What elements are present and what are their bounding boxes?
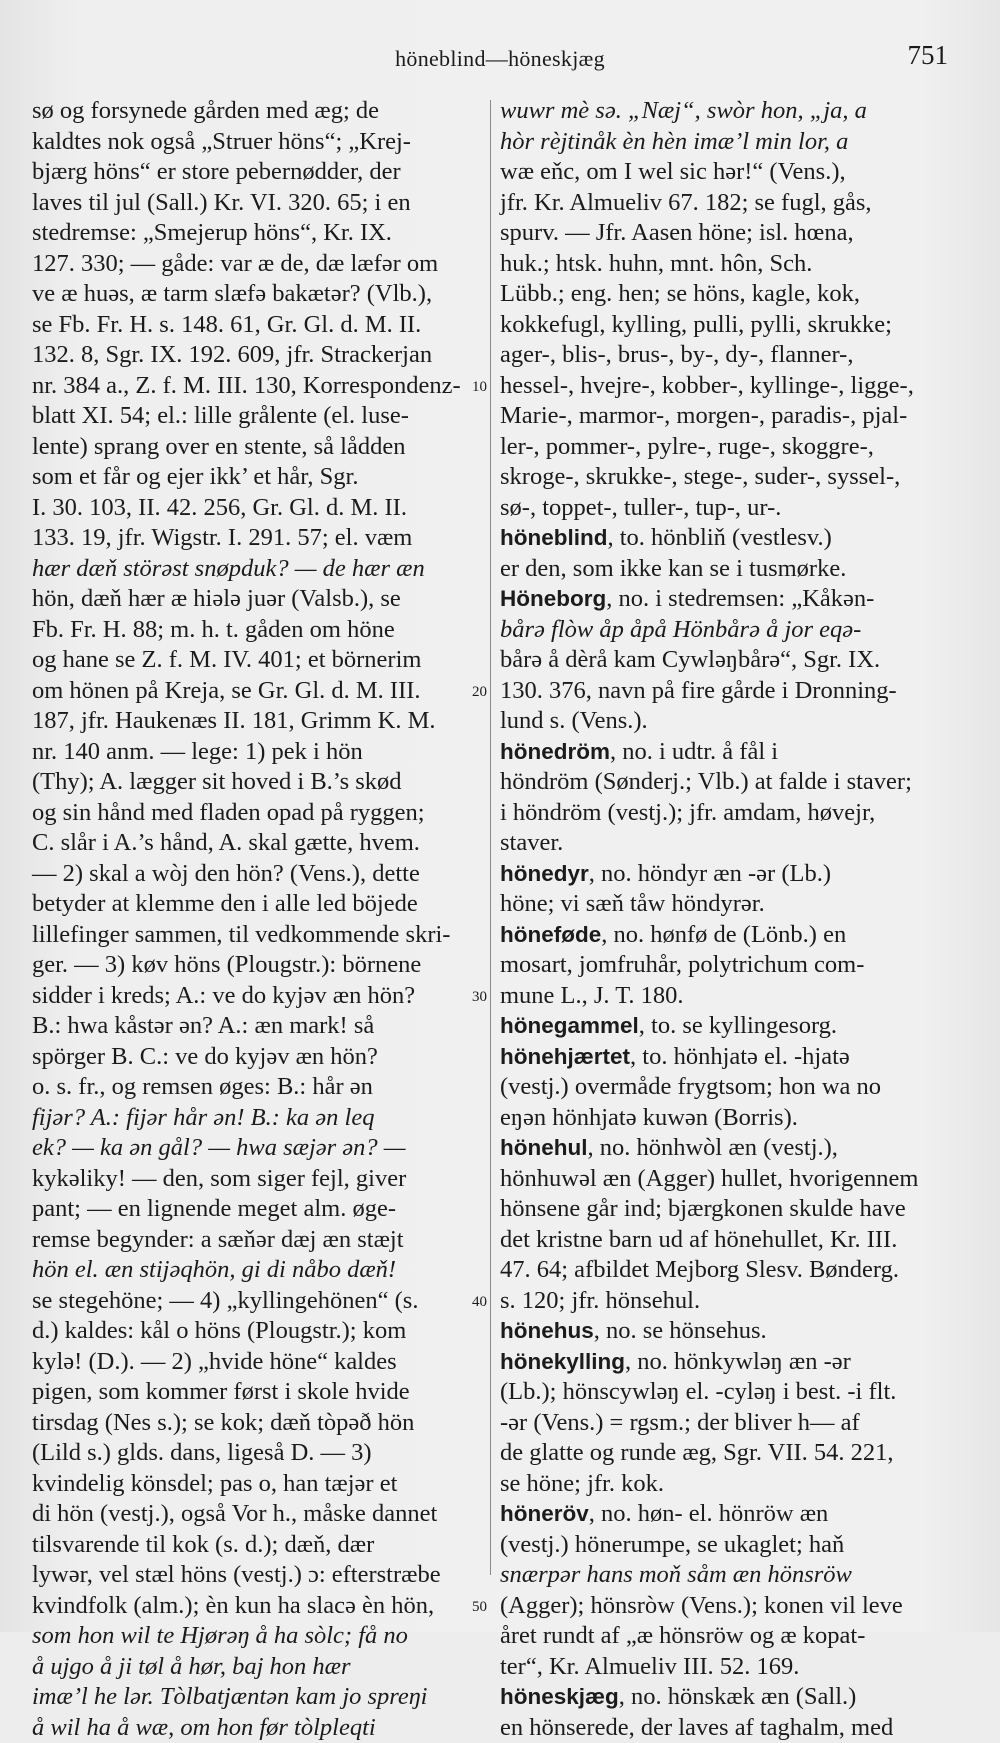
- line-text: ger. — 3) køv höns (Plougstr.): börnene: [32, 951, 421, 978]
- line-text: kvindelig könsdel; pas o, han tæjər et: [32, 1470, 397, 1497]
- text-line: [32, 1194, 477, 1225]
- text-line: [32, 1682, 477, 1713]
- text-line: [500, 798, 930, 829]
- entry-headword: höneføde: [500, 922, 601, 947]
- text-line: [32, 1408, 477, 1439]
- line-text: å wil ha å wæ, om hon før tòlpleqti: [32, 1714, 376, 1741]
- text-line: [32, 157, 477, 188]
- text-line: [32, 188, 477, 219]
- text-line: [500, 950, 930, 981]
- text-line: [500, 1194, 930, 1225]
- line-text: bårə å dèrå kam Cywləŋbårə“, Sgr. IX.: [500, 646, 880, 673]
- line-text: året rundt af „æ hönsröw og æ kopat-: [500, 1622, 865, 1649]
- text-line: [500, 310, 930, 341]
- line-text: , no. se hönsehus.: [594, 1317, 767, 1344]
- text-line: [32, 1377, 477, 1408]
- column-divider: [490, 100, 491, 1575]
- line-text: spörger B. C.: ve do kyjəv æn hön?: [32, 1043, 378, 1070]
- text-line: [500, 1072, 930, 1103]
- entry-headword: hönedröm: [500, 739, 610, 764]
- line-number-marker: 40: [472, 1294, 487, 1311]
- line-text: wæ eňc, om I wel sic hər!“ (Vens.),: [500, 158, 846, 185]
- text-line: [500, 920, 930, 951]
- text-line: [32, 1560, 477, 1591]
- line-text: sø og forsynede gården med æg; de: [32, 97, 379, 124]
- text-line: [500, 1286, 930, 1317]
- line-text: B.: hwa kåstər ən? A.: æn mark! så: [32, 1012, 374, 1039]
- text-line: [500, 157, 930, 188]
- line-text: snærpər hans moň såm æn hönsröw: [500, 1561, 852, 1588]
- text-line: [32, 645, 477, 676]
- text-line: [32, 889, 477, 920]
- line-text: , to. se kyllingesorg.: [639, 1012, 837, 1039]
- text-line: [32, 127, 477, 158]
- line-text: di hön (vestj.), også Vor h., måske dannet: [32, 1500, 437, 1527]
- line-text: imæ’l he lər. Tòlbatjæntən kam jo spreŋi: [32, 1683, 427, 1710]
- line-text: tilsvarende til kok (s. d.); dæň, dær: [32, 1531, 374, 1558]
- text-line: [500, 1347, 930, 1378]
- line-text: hönhuwəl æn (Agger) hullet, hvorigennem: [500, 1165, 918, 1192]
- line-text: , no. hönhwòl æn (vestj.),: [587, 1134, 837, 1161]
- line-number-marker: 50: [472, 1599, 487, 1616]
- line-text: jfr. Kr. Almueliv 67. 182; se fugl, gås,: [500, 189, 872, 216]
- text-line: [32, 798, 477, 829]
- line-text: som et får og ejer ikk’ et hår, Sgr.: [32, 463, 359, 490]
- line-text: höne; vi sæň tåw höndyrər.: [500, 890, 765, 917]
- line-number-marker: 20: [472, 684, 487, 701]
- text-line: [500, 1591, 930, 1622]
- line-text: — 2) skal a wòj den hön? (Vens.), dette: [32, 860, 420, 887]
- text-line: [500, 1652, 930, 1683]
- text-line: [32, 96, 477, 127]
- text-line: [500, 188, 930, 219]
- line-number-marker: 10: [472, 379, 487, 396]
- text-line: [32, 249, 477, 280]
- line-text: lillefinger sammen, til vedkommende skri-: [32, 921, 450, 948]
- line-text: , no. i udtr. å fål i: [610, 738, 778, 765]
- line-text: 127. 330; — gåde: var æ de, dæ læfər om: [32, 250, 438, 277]
- line-text: ter“, Kr. Almueliv III. 52. 169.: [500, 1653, 799, 1680]
- text-line: [32, 493, 477, 524]
- line-text: eŋən hönhjatə kuwən (Borris).: [500, 1104, 798, 1131]
- text-line: [32, 1103, 477, 1134]
- text-line: [32, 706, 477, 737]
- line-text: kokkefugl, kylling, pulli, pylli, skrukke;: [500, 311, 892, 338]
- line-text: skroge-, skrukke-, stege-, suder-, syssel-,: [500, 463, 900, 490]
- text-line: [500, 737, 930, 768]
- entry-headword: Höneborg: [500, 586, 606, 611]
- line-text: ek? — ka ən gål? — hwa sæjər ən? —: [32, 1134, 406, 1161]
- text-line: [500, 1011, 930, 1042]
- text-line: [500, 1621, 930, 1652]
- text-line: [32, 920, 477, 951]
- text-line: [32, 1499, 477, 1530]
- text-line: [32, 1621, 477, 1652]
- line-text: i höndröm (vestj.); jfr. amdam, høvejr,: [500, 799, 875, 826]
- text-line: [500, 767, 930, 798]
- entry-headword: hönehjærtet: [500, 1044, 630, 1069]
- text-line: [500, 859, 930, 890]
- line-text: bårə flòw åp åpå Hönbårə å jor eqə-: [500, 616, 861, 643]
- line-text: 130. 376, navn på fire gårde i Dronning-: [500, 677, 897, 704]
- line-text: Marie-, marmor-, morgen-, paradis-, pjal-: [500, 402, 907, 429]
- line-text: tirsdag (Nes s.); se kok; dæň tòpəð hön: [32, 1409, 414, 1436]
- line-text: 47. 64; afbildet Mejborg Slesv. Bønderg.: [500, 1256, 899, 1283]
- text-line: [500, 401, 930, 432]
- line-text: wuwr mè sə. „Næj“, swòr hon, „ja, a: [500, 97, 867, 124]
- line-text: ager-, blis-, brus-, by-, dy-, flanner-,: [500, 341, 853, 368]
- line-text: det kristne barn ud af hönehullet, Kr. III.: [500, 1226, 897, 1253]
- text-line: [500, 1438, 930, 1469]
- line-text: kaldtes nok også „Struer höns“; „Krej-: [32, 128, 411, 155]
- line-text: se stegehöne; — 4) „kyllingehönen“ (s.: [32, 1287, 418, 1314]
- line-text: ve æ huəs, æ tarm slæfə bakætər? (Vlb.),: [32, 280, 432, 307]
- line-text: huk.; htsk. huhn, mnt. hôn, Sch.: [500, 250, 812, 277]
- line-text: nr. 140 anm. — lege: 1) pek i hön: [32, 738, 363, 765]
- line-text: pigen, som kommer først i skole hvide: [32, 1378, 410, 1405]
- text-line: [32, 462, 477, 493]
- text-line: [32, 1530, 477, 1561]
- line-text: kvindfolk (alm.); èn kun ha slacə èn hön,: [32, 1592, 434, 1619]
- line-text: (vestj.) overmåde frygtsom; hon wa no: [500, 1073, 881, 1100]
- line-text: hön, dæň hær æ hiələ juər (Valsb.), se: [32, 585, 401, 612]
- line-text: sidder i kreds; A.: ve do kyjəv æn hön?: [32, 982, 415, 1009]
- line-text: , no. hönskæk æn (Sall.): [619, 1683, 857, 1710]
- line-text: lywər, vel stæl höns (vestj.) ɔ: efterstræbe: [32, 1561, 441, 1588]
- text-line: [32, 1469, 477, 1500]
- entry-headword: hönedyr: [500, 861, 589, 886]
- line-text: hessel-, hvejre-, kobber-, kyllinge-, ligge-,: [500, 372, 914, 399]
- text-line: [500, 249, 930, 280]
- line-text: hön el. æn stijəqhön, gi di nåbo dæň!: [32, 1256, 396, 1283]
- text-line: [32, 981, 477, 1012]
- line-text: om hönen på Kreja, se Gr. Gl. d. M. III.: [32, 677, 421, 704]
- line-text: 133. 19, jfr. Wigstr. I. 291. 57; el. væm: [32, 524, 412, 551]
- line-text: hòr rèjtinåk èn hèn imæ’l min lor, a: [500, 128, 848, 155]
- line-text: stedremse: „Smejerup höns“, Kr. IX.: [32, 219, 392, 246]
- line-text: som hon wil te Hjørəŋ å ha sòlc; få no: [32, 1622, 408, 1649]
- text-line: [32, 1225, 477, 1256]
- line-text: blatt XI. 54; el.: lille grålente (el. luse-: [32, 402, 409, 429]
- line-text: nr. 384 a., Z. f. M. III. 130, Korrespondenz-: [32, 372, 461, 399]
- line-text: -ər (Vens.) = rgsm.; der bliver h— af: [500, 1409, 860, 1436]
- line-text: lund s. (Vens.).: [500, 707, 648, 734]
- text-line: [32, 767, 477, 798]
- text-line: [500, 218, 930, 249]
- text-line: [500, 1377, 930, 1408]
- text-line: [32, 432, 477, 463]
- text-line: [500, 889, 930, 920]
- line-text: staver.: [500, 829, 563, 856]
- right-column: [500, 96, 930, 1743]
- text-line: [32, 1652, 477, 1683]
- text-line: [32, 1438, 477, 1469]
- text-line: [32, 310, 477, 341]
- text-line: [500, 1103, 930, 1134]
- line-text: , to. hönhjatə el. -hjatə: [630, 1043, 850, 1070]
- line-text: hær dæň störəst snøpduk? — de hær æn: [32, 555, 425, 582]
- entry-headword: hönehus: [500, 1318, 594, 1343]
- line-text: , no. hönkywləŋ æn -ər: [625, 1348, 851, 1375]
- text-line: [32, 615, 477, 646]
- text-line: [32, 340, 477, 371]
- line-text: (Lb.); hönscywləŋ el. -cyləŋ i best. -i flt.: [500, 1378, 896, 1405]
- text-line: [500, 371, 930, 402]
- line-text: o. s. fr., og remsen øges: B.: hår ən: [32, 1073, 373, 1100]
- text-line: [500, 340, 930, 371]
- text-line: [500, 828, 930, 859]
- line-text: 187, jfr. Haukenæs II. 181, Grimm K. M.: [32, 707, 436, 734]
- text-line: [32, 1042, 477, 1073]
- page-number: 751: [908, 40, 949, 71]
- line-text: s. 120; jfr. hönsehul.: [500, 1287, 700, 1314]
- line-text: kylə! (D.). — 2) „hvide höne“ kaldes: [32, 1348, 397, 1375]
- line-text: de glatte og runde æg, Sgr. VII. 54. 221,: [500, 1439, 894, 1466]
- text-line: [32, 828, 477, 859]
- text-line: [32, 1133, 477, 1164]
- text-line: [32, 1713, 477, 1743]
- line-text: er den, som ikke kan se i tusmørke.: [500, 555, 846, 582]
- text-line: [32, 1347, 477, 1378]
- text-line: [500, 279, 930, 310]
- text-line: [32, 523, 477, 554]
- text-line: [32, 676, 477, 707]
- text-line: [32, 584, 477, 615]
- text-line: [500, 1560, 930, 1591]
- text-line: [500, 1530, 930, 1561]
- text-line: [500, 1316, 930, 1347]
- text-line: [500, 523, 930, 554]
- text-line: [32, 737, 477, 768]
- text-line: [500, 1225, 930, 1256]
- line-text: Fb. Fr. H. 88; m. h. t. gåden om höne: [32, 616, 395, 643]
- text-line: [500, 1255, 930, 1286]
- line-text: en hönserede, der laves af taghalm, med: [500, 1714, 893, 1741]
- line-text: og sin hånd med fladen opad på ryggen;: [32, 799, 425, 826]
- line-text: (Agger); hönsròw (Vens.); konen vil leve: [500, 1592, 903, 1619]
- line-text: d.) kaldes: kål o höns (Plougstr.); kom: [32, 1317, 406, 1344]
- line-text: hönsene går ind; bjærgkonen skulde have: [500, 1195, 906, 1222]
- line-text: ler-, pommer-, pylre-, ruge-, skoggre-,: [500, 433, 874, 460]
- line-text: , no. hønfø de (Lönb.) en: [601, 921, 846, 948]
- text-line: [500, 1499, 930, 1530]
- line-text: å ujgo å ji tøl å hør, baj hon hær: [32, 1653, 351, 1680]
- running-header: höneblind—höneskjæg: [0, 46, 1000, 72]
- left-column: [32, 96, 477, 1743]
- line-text: , to. hönbliň (vestlesv.): [607, 524, 831, 551]
- text-line: [32, 1072, 477, 1103]
- line-text: lente) sprang over en stente, så lådden: [32, 433, 405, 460]
- text-line: [32, 554, 477, 585]
- text-line: [32, 279, 477, 310]
- text-line: [32, 371, 477, 402]
- text-line: [500, 981, 930, 1012]
- line-text: laves til jul (Sall.) Kr. VI. 320. 65; i en: [32, 189, 411, 216]
- line-text: remse begynder: a sæňər dæj æn stæjt: [32, 1226, 404, 1253]
- text-line: [500, 615, 930, 646]
- text-line: [500, 645, 930, 676]
- text-line: [500, 1133, 930, 1164]
- text-line: [500, 1713, 930, 1743]
- entry-headword: hönehul: [500, 1135, 587, 1160]
- line-text: , no. höndyr æn -ər (Lb.): [589, 860, 831, 887]
- text-line: [500, 127, 930, 158]
- line-text: og hane se Z. f. M. IV. 401; et börnerim: [32, 646, 421, 673]
- text-line: [500, 1682, 930, 1713]
- line-text: fijər? A.: fijər hår ən! B.: ka ən leq: [32, 1104, 374, 1131]
- line-text: spurv. — Jfr. Aasen höne; isl. hœna,: [500, 219, 854, 246]
- text-line: [500, 493, 930, 524]
- line-text: höndröm (Sønderj.; Vlb.) at falde i staver;: [500, 768, 912, 795]
- line-text: Lübb.; eng. hen; se höns, kagle, kok,: [500, 280, 860, 307]
- text-line: [32, 401, 477, 432]
- text-line: [32, 1255, 477, 1286]
- line-text: I. 30. 103, II. 42. 256, Gr. Gl. d. M. II.: [32, 494, 407, 521]
- line-text: mune L., J. T. 180.: [500, 982, 684, 1009]
- text-line: [32, 1286, 477, 1317]
- text-line: [32, 1591, 477, 1622]
- line-text: C. slår i A.’s hånd, A. skal gætte, hvem.: [32, 829, 420, 856]
- line-text: se höne; jfr. kok.: [500, 1470, 664, 1497]
- text-line: [500, 1469, 930, 1500]
- text-line: [500, 1042, 930, 1073]
- line-text: (Lild s.) glds. dans, ligeså D. — 3): [32, 1439, 372, 1466]
- text-line: [500, 1164, 930, 1195]
- text-line: [500, 462, 930, 493]
- text-line: [32, 1164, 477, 1195]
- text-line: [32, 1011, 477, 1042]
- line-text: betyder at klemme den i alle led böjede: [32, 890, 418, 917]
- text-line: [500, 706, 930, 737]
- text-line: [32, 1316, 477, 1347]
- line-text: sø-, toppet-, tuller-, tup-, ur-.: [500, 494, 781, 521]
- line-text: kykəliky! — den, som siger fejl, giver: [32, 1165, 406, 1192]
- text-line: [500, 1408, 930, 1439]
- text-line: [500, 584, 930, 615]
- line-text: 132. 8, Sgr. IX. 192. 609, jfr. Strackerjan: [32, 341, 432, 368]
- line-text: se Fb. Fr. H. s. 148. 61, Gr. Gl. d. M. II.: [32, 311, 421, 338]
- entry-headword: höneröv: [500, 1501, 589, 1526]
- text-line: [500, 676, 930, 707]
- text-line: [32, 950, 477, 981]
- entry-headword: hönekylling: [500, 1349, 625, 1374]
- entry-headword: höneskjæg: [500, 1684, 619, 1709]
- entry-headword: hönegammel: [500, 1013, 639, 1038]
- text-line: [500, 432, 930, 463]
- text-line: [500, 96, 930, 127]
- line-text: (Thy); A. lægger sit hoved i B.’s skød: [32, 768, 402, 795]
- text-line: [500, 554, 930, 585]
- text-line: [32, 218, 477, 249]
- line-text: bjærg höns“ er store pebernødder, der: [32, 158, 401, 185]
- line-text: pant; — en lignende meget alm. øge-: [32, 1195, 396, 1222]
- line-text: mosart, jomfruhår, polytrichum com-: [500, 951, 864, 978]
- line-text: , no. høn- el. hönröw æn: [589, 1500, 829, 1527]
- line-text: , no. i stedremsen: „Kåkən-: [606, 585, 874, 612]
- line-number-marker: 30: [472, 989, 487, 1006]
- line-text: (vestj.) hönerumpe, se ukaglet; haň: [500, 1531, 844, 1558]
- entry-headword: höneblind: [500, 525, 607, 550]
- text-line: [32, 859, 477, 890]
